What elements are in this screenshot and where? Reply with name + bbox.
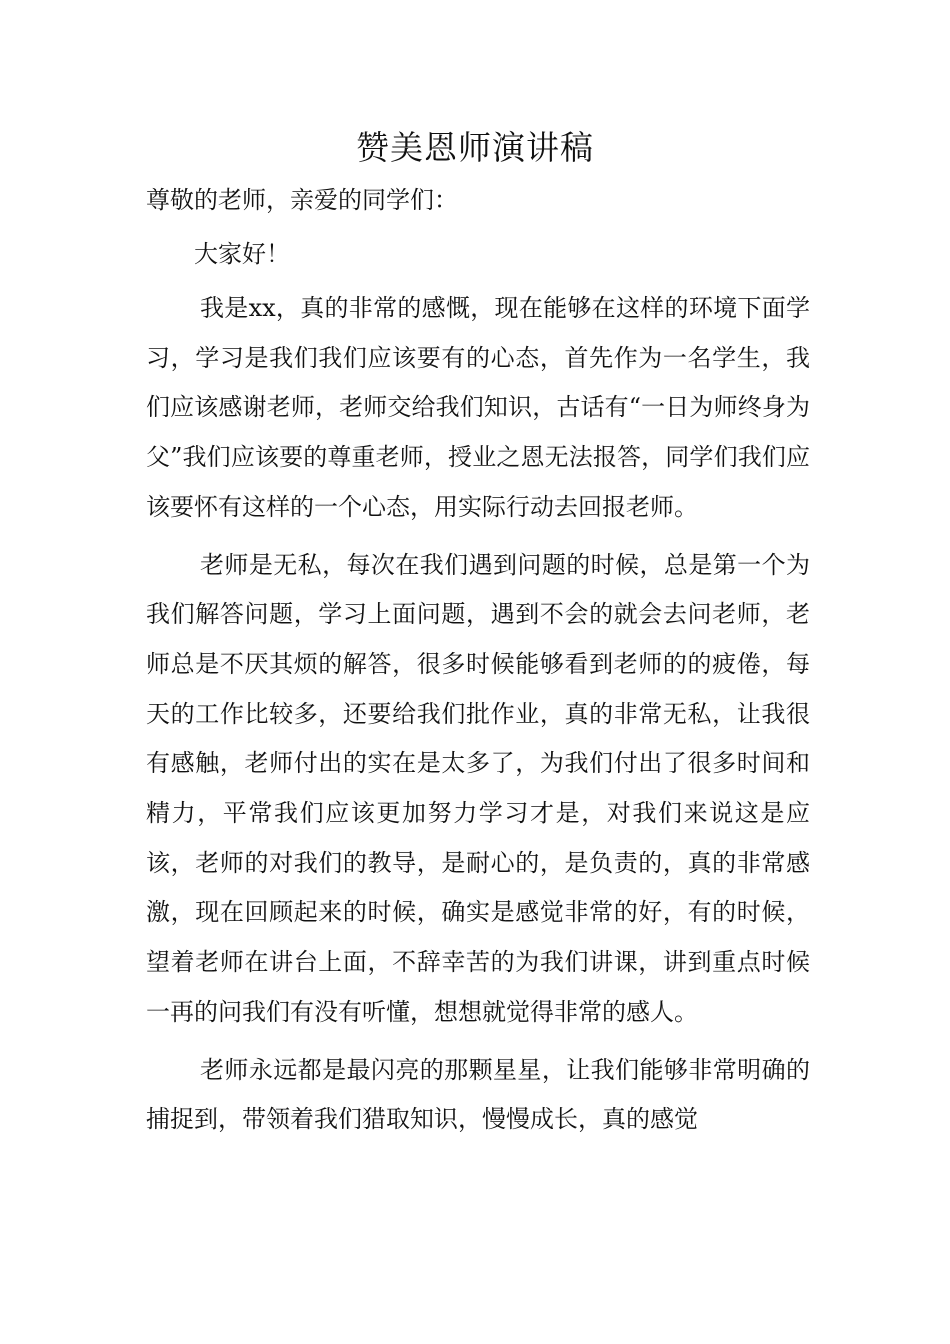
paragraph-2: 老师是无私，每次在我们遇到问题的时候，总是第一个为我们解答问题，学习上面问题，遇到不会的就会去问老师，老师总是不厌其烦的解答，很多时候能够看到老师的的疲倦，每天的工作比较多，还要给我们批作业，真的非常无私，让我很有感触，老师付出的实在是太多了，为我们付出了很多时间和精力，平常我们应该更加努力学习才是，对我们来说这是应该，老师的对我们的教导，是耐心的，是负责的，真的非常感激，现在回顾起来的时候，确实是感觉非常的好，有的时候，望着老师在讲台上面，不辞幸苦的为我们讲课，讲到重点时候一再的问我们有没有听懂，想想就觉得非常的感人。 [146, 550, 810, 1026]
paragraph-1: 我是xx，真的非常的感慨，现在能够在这样的环境下面学习，学习是我们我们应该要有的心态，首先作为一名学生，我们应该感谢老师，老师交给我们知识，古话有“一日为师终身为父”我们应该要的尊重老师，授业之恩无法报答，同学们我们应该要怀有这样的一个心态，用实际行动去回报老师。 [146, 294, 810, 521]
salutation: 尊敬的老师，亲爱的同学们： [146, 186, 458, 214]
document-title: 赞美恩师演讲稿 [356, 128, 594, 167]
greeting: 大家好！ [194, 240, 290, 268]
paragraph-3: 老师永远都是最闪亮的那颗星星，让我们能够非常明确的捕捉到，带领着我们猎取知识，慢慢成长，真的感觉 [146, 1055, 810, 1134]
document-body [146, 178, 810, 1145]
